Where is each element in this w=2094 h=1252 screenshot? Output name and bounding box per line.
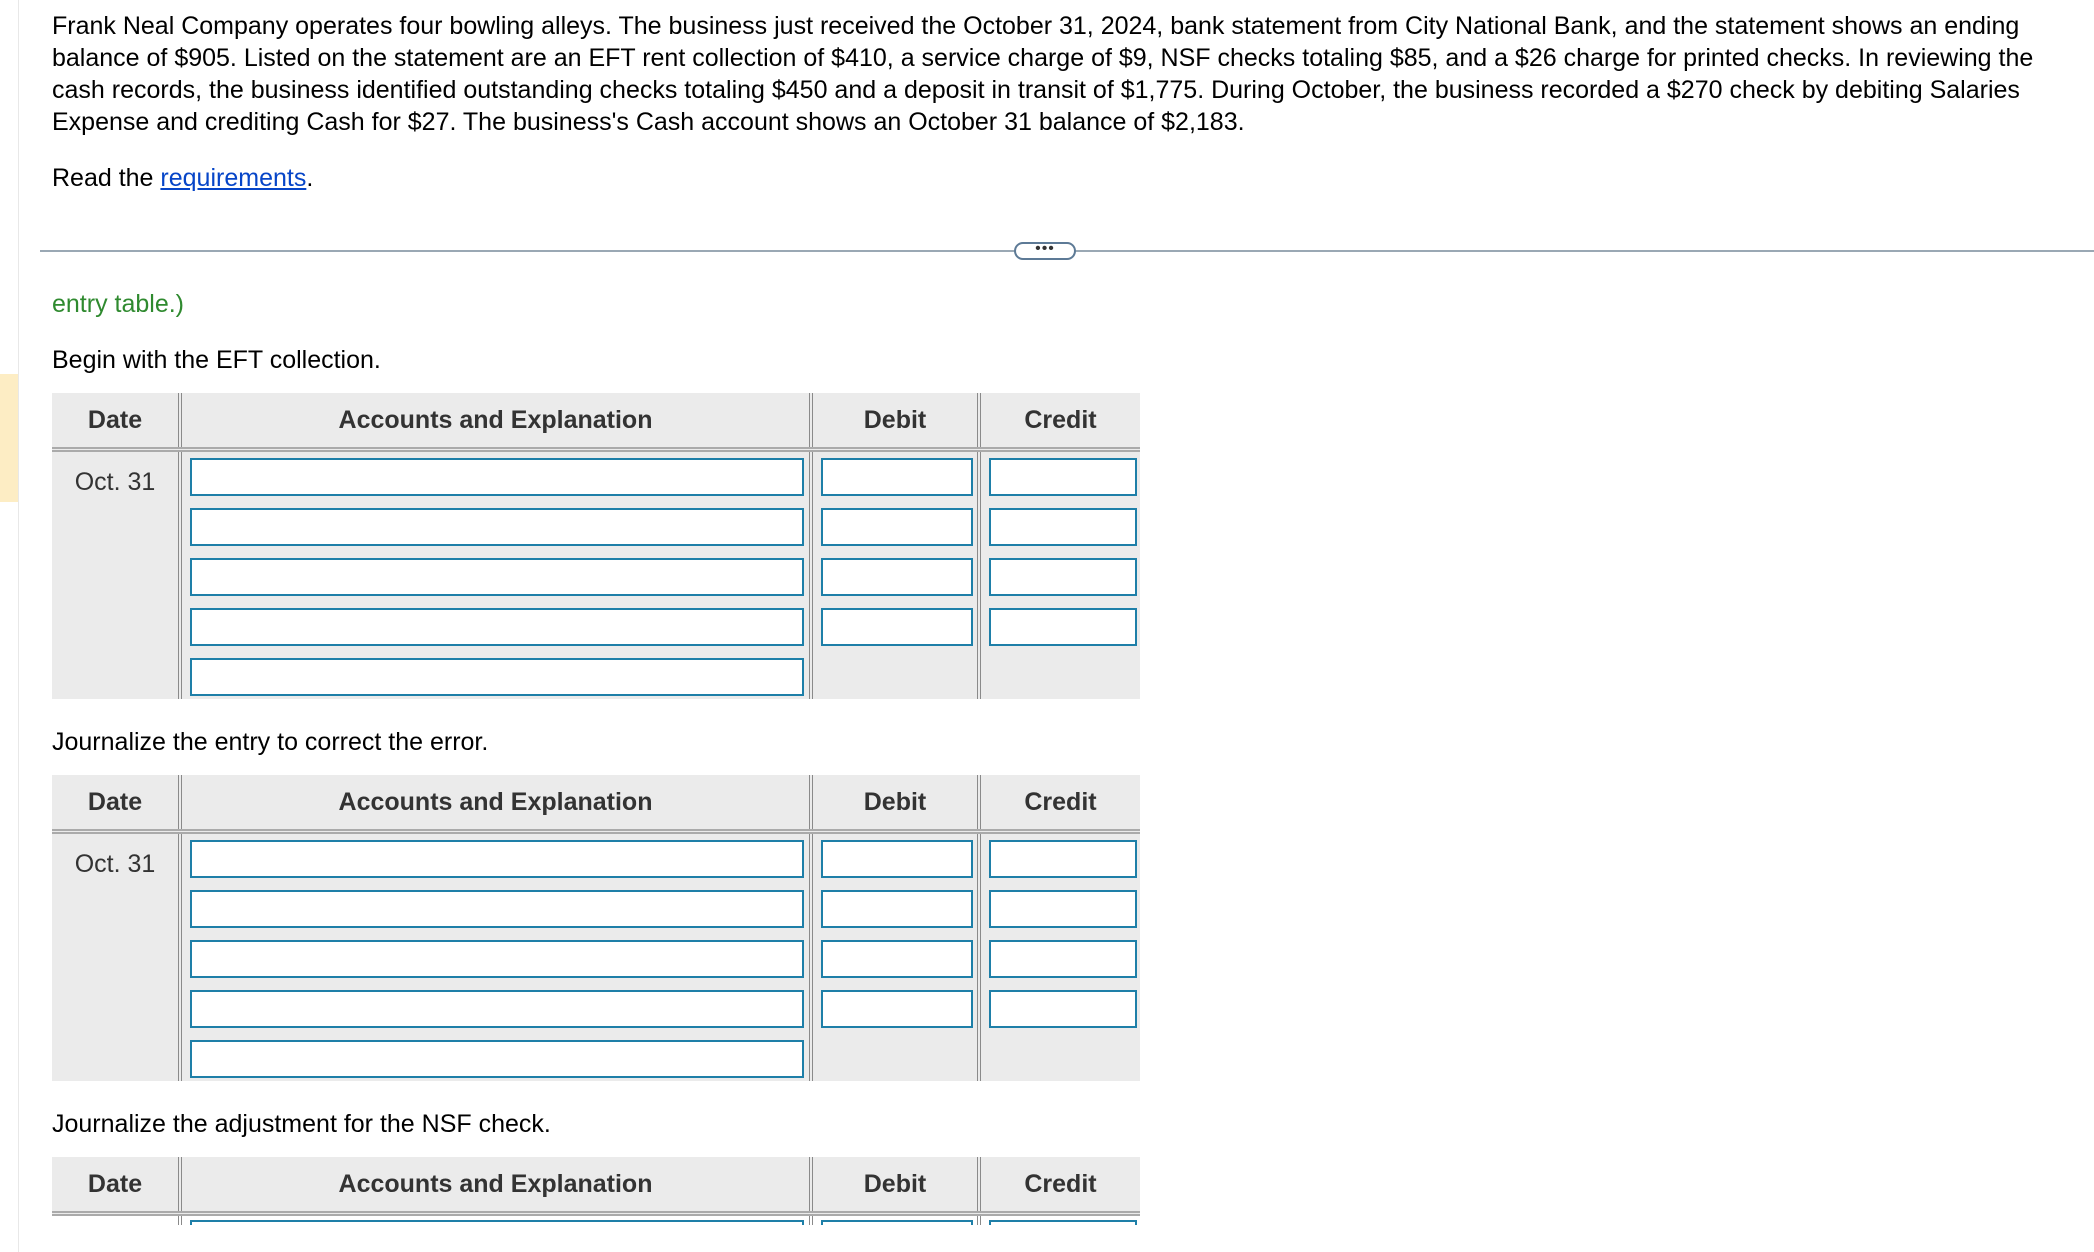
problem-statement: Frank Neal Company operates four bowling alleys. The business just received the October 31, 2024, bank statement from City National Bank, and the statement shows an ending balance of $905. Listed on the statement are an EFT rent collection of $410, a service charge of $9, NSF checks totaling $85, and a $26 charge for printed checks. In reviewing the cash records, the business identified outstanding checks totaling $450 and a deposit in transit of $1,775. During October, the business recorded a $270 check by debiting Salaries Expense and crediting Cash for $27. The business's Cash account shows an October 31 balance of $2,183. (52, 12, 2034, 136)
credit-input-row-1[interactable] (989, 840, 1137, 878)
instruction-correct-error: Journalize the entry to correct the error. (52, 728, 489, 756)
col-debit-header: Debit (863, 788, 927, 816)
col-credit-header: Credit (1024, 406, 1097, 434)
col-separator (809, 775, 813, 829)
col-separator (977, 1157, 981, 1211)
journal-table-nsf-check (52, 1157, 1140, 1225)
credit-input-row-3[interactable] (989, 558, 1137, 596)
read-requirements-line (52, 162, 313, 194)
col-separator (809, 393, 813, 447)
debit-input-row-3[interactable] (821, 940, 973, 978)
journal-table-body (52, 452, 1140, 699)
credit-input-row-4[interactable] (989, 608, 1137, 646)
col-separator (977, 775, 981, 829)
account-input-row-4[interactable] (190, 608, 804, 646)
debit-input-row-1[interactable] (821, 458, 973, 496)
account-input-row-3[interactable] (190, 558, 804, 596)
debit-input-row-1[interactable] (821, 1220, 973, 1225)
left-accent-bar (0, 374, 18, 502)
col-date-header: Date (87, 1170, 143, 1198)
account-input-row-1[interactable] (190, 1220, 804, 1225)
debit-input-row-2[interactable] (821, 508, 973, 546)
credit-input-row-4[interactable] (989, 990, 1137, 1028)
col-date-header: Date (87, 406, 143, 434)
journal-table-body (52, 834, 1140, 1081)
col-separator (809, 452, 813, 699)
account-input-row-2[interactable] (190, 890, 804, 928)
read-prefix: Read the (52, 164, 161, 192)
col-separator (809, 1157, 813, 1211)
instruction-nsf-check: Journalize the adjustment for the NSF check. (52, 1110, 551, 1138)
col-separator (178, 452, 182, 699)
col-date-header: Date (87, 788, 143, 816)
account-input-row-5[interactable] (190, 1040, 804, 1078)
col-separator (809, 834, 813, 1081)
col-credit-header: Credit (1024, 1170, 1097, 1198)
instruction-hint: entry table.) (52, 290, 185, 318)
left-border-line (18, 0, 19, 1252)
col-separator (178, 775, 182, 829)
account-input-row-2[interactable] (190, 508, 804, 546)
account-input-row-4[interactable] (190, 990, 804, 1028)
col-accounts-header: Accounts and Explanation (338, 406, 653, 434)
entry-date: Oct. 31 (74, 468, 156, 496)
col-separator (178, 1157, 182, 1211)
journal-table-header (52, 1157, 1140, 1216)
entry-date: Oct. 31 (74, 850, 156, 878)
col-separator (977, 1216, 981, 1225)
account-input-row-3[interactable] (190, 940, 804, 978)
account-input-row-5[interactable] (190, 658, 804, 696)
col-separator (178, 393, 182, 447)
col-accounts-header: Accounts and Explanation (338, 788, 653, 816)
read-suffix: . (306, 164, 314, 192)
credit-input-row-1[interactable] (989, 1220, 1137, 1225)
requirements-link[interactable]: requirements (160, 164, 307, 192)
credit-input-row-2[interactable] (989, 508, 1137, 546)
col-separator (977, 452, 981, 699)
debit-input-row-3[interactable] (821, 558, 973, 596)
col-separator (809, 1216, 813, 1225)
journal-table-header (52, 393, 1140, 452)
col-separator (178, 834, 182, 1081)
expand-more-button[interactable]: ••• (1014, 242, 1076, 260)
credit-input-row-3[interactable] (989, 940, 1137, 978)
account-input-row-1[interactable] (190, 458, 804, 496)
col-debit-header: Debit (863, 1170, 927, 1198)
col-separator (977, 393, 981, 447)
col-separator (977, 834, 981, 1081)
col-debit-header: Debit (863, 406, 927, 434)
account-input-row-1[interactable] (190, 840, 804, 878)
journal-table-correct-error (52, 775, 1140, 1081)
debit-input-row-4[interactable] (821, 608, 973, 646)
col-separator (178, 1216, 182, 1225)
instruction-eft: Begin with the EFT collection. (52, 346, 381, 374)
credit-input-row-1[interactable] (989, 458, 1137, 496)
journal-table-eft (52, 393, 1140, 699)
col-credit-header: Credit (1024, 788, 1097, 816)
journal-table-body (52, 1216, 1140, 1225)
credit-input-row-2[interactable] (989, 890, 1137, 928)
journal-table-header (52, 775, 1140, 834)
debit-input-row-1[interactable] (821, 840, 973, 878)
debit-input-row-4[interactable] (821, 990, 973, 1028)
debit-input-row-2[interactable] (821, 890, 973, 928)
col-accounts-header: Accounts and Explanation (338, 1170, 653, 1198)
